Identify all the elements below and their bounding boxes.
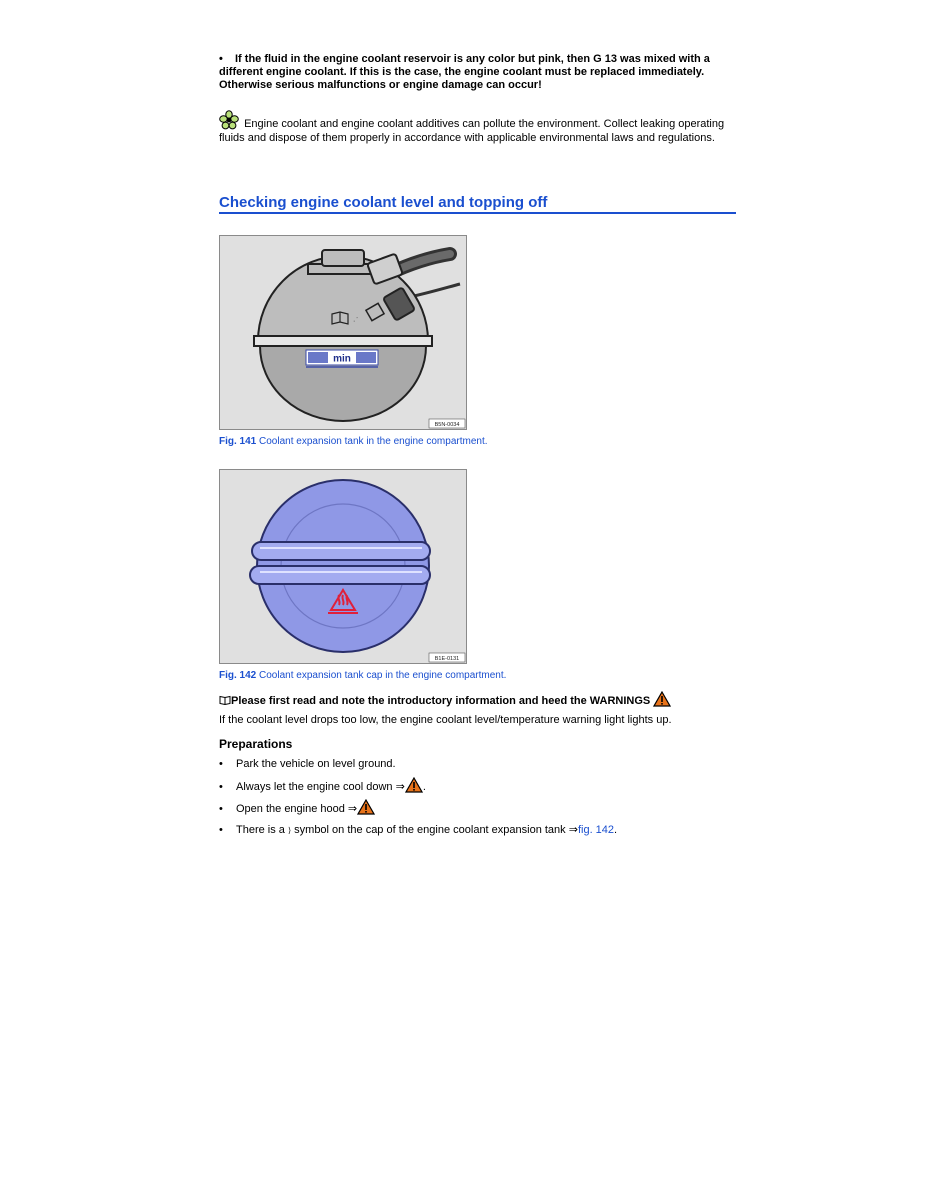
figure-141-label: Fig. 141 <box>219 436 257 447</box>
list-item-text-middle: symbol on the cap of the engine coolant expansion tank ⇒ <box>291 824 578 836</box>
svg-text:·: · <box>353 318 356 325</box>
list-item <box>219 799 375 815</box>
list-item <box>219 758 396 770</box>
cap-symbol: ⟩ <box>287 826 292 835</box>
list-item-text: Always let the engine cool down ⇒ <box>236 781 405 793</box>
warning-triangle-icon[interactable] <box>357 799 375 815</box>
bullet-point: • <box>219 781 223 793</box>
figure-142-code: B1E-0131 <box>434 656 460 662</box>
section-heading: Checking engine coolant level and topping off <box>219 194 736 214</box>
warning-triangle-icon[interactable] <box>405 777 423 793</box>
list-item <box>219 823 617 836</box>
tank-min-label: min <box>333 353 351 365</box>
list-item-suffix: . <box>614 824 618 836</box>
read-first-text: Please first read and note the introductory information and heed the WARNINGS <box>231 695 651 707</box>
svg-text:·: · <box>354 314 361 322</box>
warning-light-text: If the coolant level drops too low, the engine coolant level/temperature warning light lights up. <box>219 714 672 726</box>
figure-142-caption-text: Coolant expansion tank cap in the engine compartment. <box>256 670 507 681</box>
figure-142-caption <box>219 670 506 681</box>
bullet-point: • <box>219 803 223 815</box>
figure-142-image <box>219 469 467 664</box>
environment-note <box>219 110 739 145</box>
bullet-point: • <box>219 758 223 770</box>
warning-bullet-text: If the fluid in the engine coolant reservoir is any color but pink, then G 13 was mixed with a different engine coolant. If this is the case, the engine coolant must be replaced immediately. Otherwise serious malfunctions or engine damage can occur! <box>219 53 710 91</box>
figure-141-caption-text: Coolant expansion tank in the engine compartment. <box>256 436 488 447</box>
fig-142-link[interactable]: fig. 142 <box>577 824 615 836</box>
figure-142-label: Fig. 142 <box>219 670 257 681</box>
list-item-text: There is a <box>236 824 288 836</box>
figure-141-code: B5N-0034 <box>434 422 460 428</box>
preparations-heading: Preparations <box>219 737 293 751</box>
list-item <box>219 777 426 793</box>
warning-bullet <box>219 53 739 92</box>
list-item-suffix: . <box>422 781 426 793</box>
bullet-point: • <box>219 824 223 836</box>
read-first-notice <box>219 691 671 707</box>
list-item-text: Park the vehicle on level ground. <box>236 758 396 770</box>
warning-triangle-icon[interactable] <box>653 691 671 707</box>
bullet-point: • <box>219 53 223 65</box>
list-item-text: Open the engine hood ⇒ <box>236 803 358 815</box>
environment-note-text: Engine coolant and engine coolant additives can pollute the environment. Collect leaking operating fluids and dispose of them properly in accordance with applicable environmental laws and regulations. <box>219 118 725 144</box>
figure-141-caption <box>219 436 488 447</box>
figure-141-image <box>219 235 467 430</box>
environment-flower-icon <box>219 110 239 130</box>
book-icon <box>219 695 231 705</box>
